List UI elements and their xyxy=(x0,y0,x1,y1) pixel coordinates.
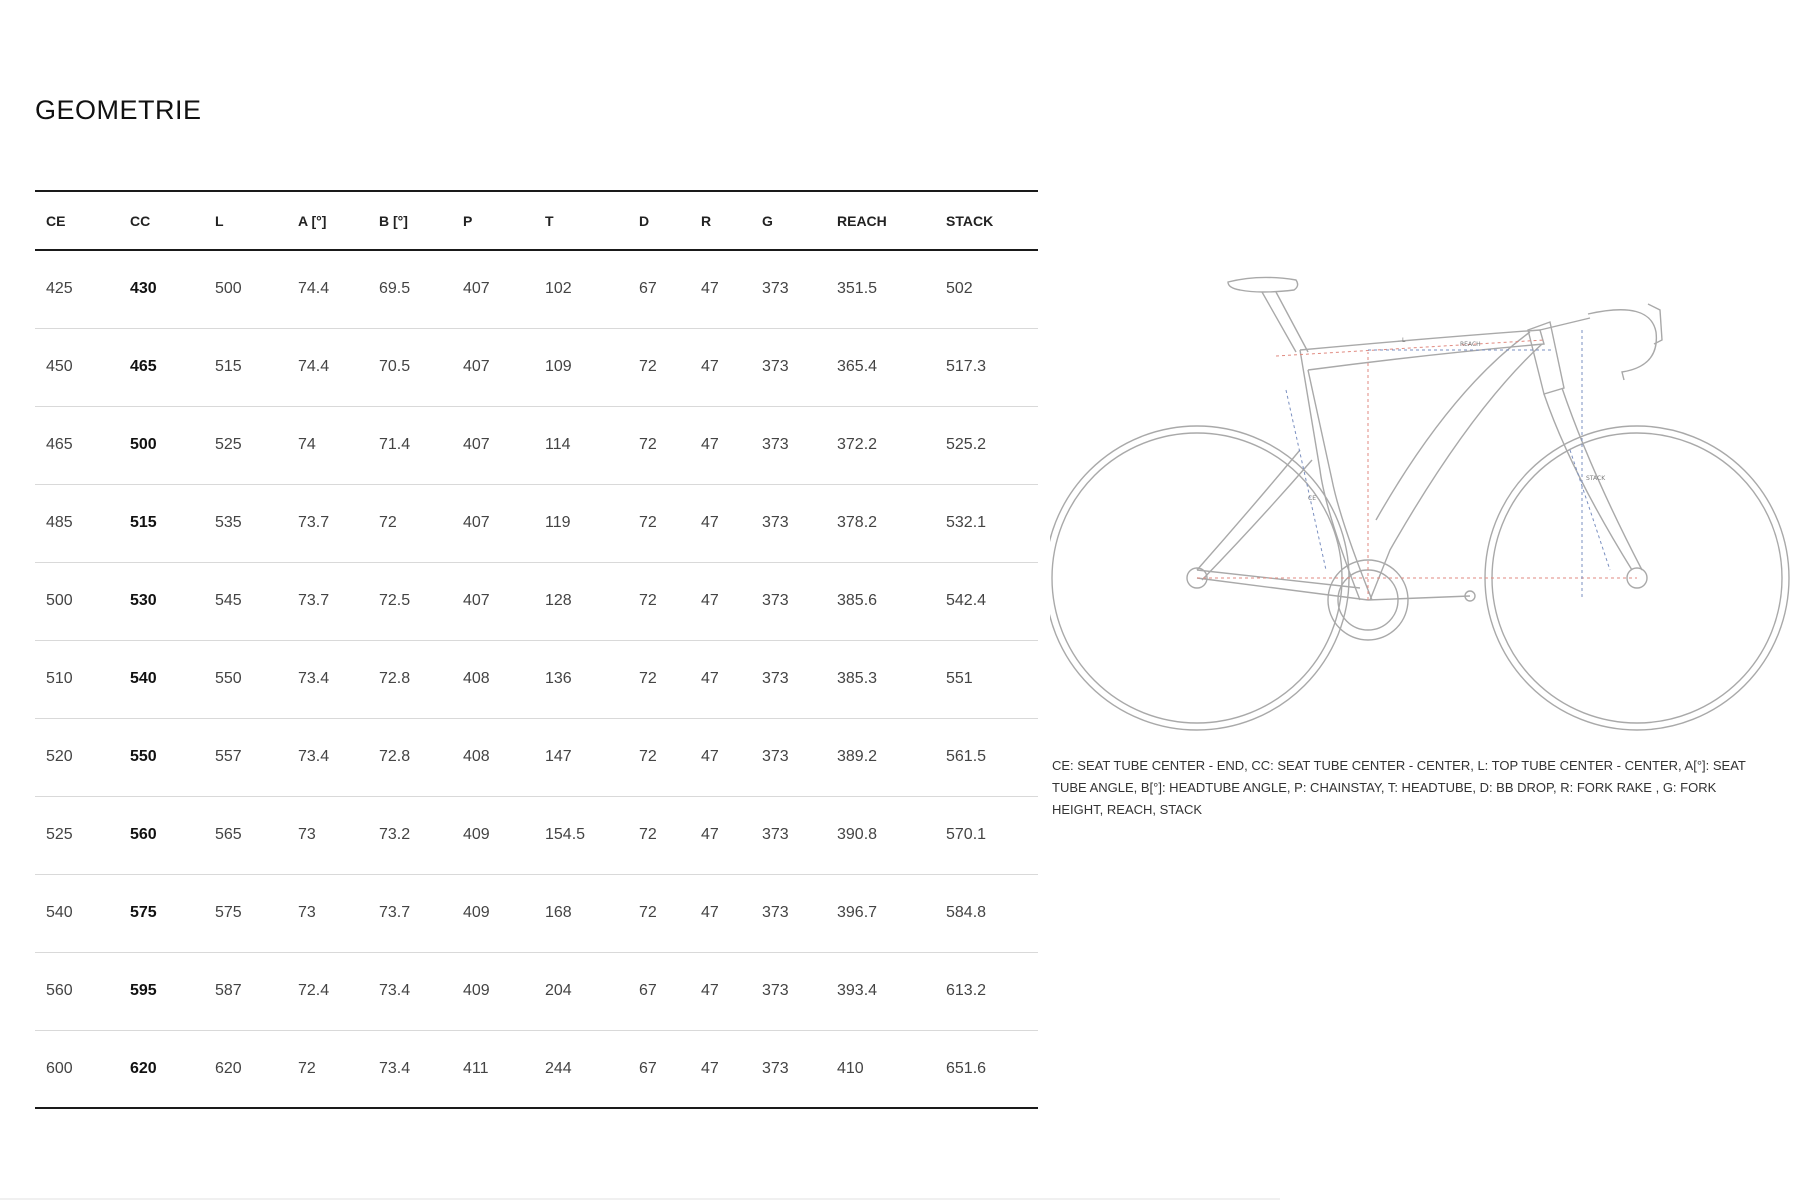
cell-g: 373 xyxy=(762,280,789,298)
cell-r: 47 xyxy=(701,826,719,843)
cell-l: 500 xyxy=(215,280,242,298)
cell-reach: 385.3 xyxy=(837,670,878,687)
cell-l: 557 xyxy=(215,748,242,765)
cell-ce: 450 xyxy=(46,358,73,375)
cell-d: 72 xyxy=(639,670,657,687)
cell-a: 73.7 xyxy=(298,592,330,609)
cell-stack: 542.4 xyxy=(946,592,987,609)
cell-a: 74.4 xyxy=(298,280,330,298)
cell-l: 550 xyxy=(215,670,242,687)
cell-cc: 550 xyxy=(130,748,157,765)
cell-reach: 365.4 xyxy=(837,358,878,375)
header-cc: CC xyxy=(130,212,151,229)
cell-t: 147 xyxy=(545,748,572,765)
cell-ce: 525 xyxy=(46,826,73,843)
header-l: L xyxy=(215,212,224,229)
table-row xyxy=(35,406,1038,484)
header-r: R xyxy=(701,212,712,229)
cell-stack: 532.1 xyxy=(946,514,987,531)
header-stack: STACK xyxy=(946,212,994,229)
table-body xyxy=(35,250,1038,1108)
cell-g: 373 xyxy=(762,436,789,453)
seat-tube xyxy=(1300,350,1372,600)
table-header xyxy=(35,191,1038,250)
cell-g: 373 xyxy=(762,826,789,843)
cell-t: 168 xyxy=(545,904,572,921)
table-row xyxy=(35,562,1038,640)
table-row xyxy=(35,328,1038,406)
cell-d: 67 xyxy=(639,1059,657,1077)
header-t: T xyxy=(545,212,554,229)
cell-stack: 517.3 xyxy=(946,358,987,375)
cell-ce: 510 xyxy=(46,670,73,687)
cell-a: 74.4 xyxy=(298,358,330,375)
cell-reach: 393.4 xyxy=(837,982,878,999)
cell-b: 72.5 xyxy=(379,592,411,609)
cell-reach: 351.5 xyxy=(837,280,878,298)
cell-a: 74 xyxy=(298,436,316,453)
cell-p: 407 xyxy=(463,514,490,531)
header-p: P xyxy=(463,212,473,229)
cell-p: 407 xyxy=(463,280,490,298)
cell-stack: 525.2 xyxy=(946,436,987,453)
cell-p: 407 xyxy=(463,592,490,609)
cell-ce: 560 xyxy=(46,982,73,999)
table-row xyxy=(35,1030,1038,1108)
table-row xyxy=(35,484,1038,562)
cell-reach: 372.2 xyxy=(837,436,878,453)
cell-d: 72 xyxy=(639,826,657,843)
cell-b: 69.5 xyxy=(379,280,411,298)
cell-t: 109 xyxy=(545,358,572,375)
cell-stack: 584.8 xyxy=(946,904,987,921)
table-row xyxy=(35,718,1038,796)
cell-ce: 540 xyxy=(46,904,73,921)
cell-p: 408 xyxy=(463,748,490,765)
cell-b: 72.8 xyxy=(379,748,411,765)
cell-l: 545 xyxy=(215,592,242,609)
cell-b: 73.4 xyxy=(379,982,411,999)
cell-ce: 465 xyxy=(46,436,73,453)
header-row xyxy=(35,191,1038,250)
cell-b: 73.4 xyxy=(379,1059,411,1077)
page-title: GEOMETRIE xyxy=(35,95,202,125)
cell-t: 154.5 xyxy=(545,826,586,843)
cell-stack: 651.6 xyxy=(946,1059,987,1077)
cell-l: 565 xyxy=(215,826,242,843)
cell-r: 47 xyxy=(701,748,719,765)
cell-p: 409 xyxy=(463,982,490,999)
geometry-table xyxy=(35,190,1038,1109)
cell-ce: 425 xyxy=(46,280,73,298)
bike-geometry-diagram xyxy=(1050,270,1800,740)
cell-r: 47 xyxy=(701,280,719,298)
cell-d: 72 xyxy=(639,514,657,531)
cell-g: 373 xyxy=(762,904,789,921)
cell-r: 47 xyxy=(701,436,719,453)
cell-d: 72 xyxy=(639,592,657,609)
cell-g: 373 xyxy=(762,982,789,999)
cell-a: 73 xyxy=(298,904,316,921)
measure-fork xyxy=(1570,450,1610,570)
cell-cc: 430 xyxy=(130,280,157,298)
cell-t: 136 xyxy=(545,670,572,687)
cell-l: 515 xyxy=(215,358,242,375)
cell-g: 373 xyxy=(762,514,789,531)
cell-stack: 570.1 xyxy=(946,826,987,843)
cell-p: 411 xyxy=(463,1059,489,1077)
cell-p: 408 xyxy=(463,670,490,687)
cell-r: 47 xyxy=(701,982,719,999)
cell-reach: 378.2 xyxy=(837,514,878,531)
cell-cc: 465 xyxy=(130,358,157,375)
geometry-legend-caption: CE: SEAT TUBE CENTER - END, CC: SEAT TUBE CENTER - CENTER, L: TOP TUBE CENTER - CENTER, A[°]: SEAT TUBE ANGLE, B[°]: HEADTUBE ANGLE, P: CHAINSTAY, T: HEADTUBE, D: BB DROP, R: FORK RAKE , G: FORK HEIGHT, REACH, STACK xyxy=(1052,758,1746,817)
cell-d: 72 xyxy=(639,436,657,453)
cell-ce: 485 xyxy=(46,514,73,531)
cell-p: 407 xyxy=(463,436,490,453)
cell-r: 47 xyxy=(701,670,719,687)
header-g: G xyxy=(762,212,773,229)
cell-g: 373 xyxy=(762,1059,789,1077)
table-row xyxy=(35,250,1038,328)
cell-b: 73.2 xyxy=(379,826,411,843)
cell-stack: 561.5 xyxy=(946,748,987,765)
cell-reach: 410 xyxy=(837,1059,864,1077)
cell-cc: 560 xyxy=(130,826,157,843)
header-d: D xyxy=(639,212,650,229)
crank-arm xyxy=(1368,596,1470,600)
cell-l: 525 xyxy=(215,436,242,453)
cell-r: 47 xyxy=(701,1059,719,1077)
cell-ce: 520 xyxy=(46,748,73,765)
cell-g: 373 xyxy=(762,358,789,375)
cell-l: 535 xyxy=(215,514,242,531)
header-ce: CE xyxy=(46,212,66,229)
cell-a: 73.7 xyxy=(298,514,330,531)
diagram-label-stack: STACK xyxy=(1586,475,1606,482)
cell-p: 407 xyxy=(463,358,490,375)
cell-g: 373 xyxy=(762,748,789,765)
cell-b: 72 xyxy=(379,514,397,531)
cell-r: 47 xyxy=(701,904,719,921)
cell-r: 47 xyxy=(701,514,719,531)
header-b: B [°] xyxy=(379,212,408,229)
cell-t: 119 xyxy=(545,514,571,531)
cell-b: 73.7 xyxy=(379,904,411,921)
stem xyxy=(1540,318,1590,330)
cell-cc: 595 xyxy=(130,982,157,999)
cell-a: 72.4 xyxy=(298,982,330,999)
cell-a: 73.4 xyxy=(298,748,330,765)
cell-l: 587 xyxy=(215,982,242,999)
header-a: A [°] xyxy=(298,212,327,229)
cell-a: 73.4 xyxy=(298,670,330,687)
cell-g: 373 xyxy=(762,592,789,609)
cell-cc: 515 xyxy=(130,514,157,531)
saddle xyxy=(1228,277,1298,292)
cell-cc: 575 xyxy=(130,904,157,921)
cell-ce: 500 xyxy=(46,592,73,609)
cell-d: 72 xyxy=(639,748,657,765)
cell-a: 73 xyxy=(298,826,316,843)
cell-p: 409 xyxy=(463,904,490,921)
cell-d: 67 xyxy=(639,982,657,999)
cell-reach: 385.6 xyxy=(837,592,878,609)
measure-seat-angle xyxy=(1286,390,1326,570)
cell-cc: 500 xyxy=(130,436,157,453)
table-row xyxy=(35,796,1038,874)
cell-stack: 551 xyxy=(946,670,973,687)
cell-cc: 540 xyxy=(130,670,157,687)
cell-b: 71.4 xyxy=(379,436,411,453)
cell-l: 575 xyxy=(215,904,242,921)
diagram-label-reach: REACH xyxy=(1460,341,1481,348)
table-row xyxy=(35,952,1038,1030)
table-row xyxy=(35,874,1038,952)
cell-cc: 620 xyxy=(130,1059,157,1077)
cell-reach: 390.8 xyxy=(837,826,878,843)
cell-t: 244 xyxy=(545,1059,572,1077)
cell-ce: 600 xyxy=(46,1059,73,1077)
diagram-label-ce: CE xyxy=(1308,495,1316,502)
cell-t: 102 xyxy=(545,280,572,298)
cell-reach: 389.2 xyxy=(837,748,878,765)
cell-t: 128 xyxy=(545,592,572,609)
cell-cc: 530 xyxy=(130,592,157,609)
diagram-label-l: L xyxy=(1402,337,1406,344)
cell-d: 72 xyxy=(639,904,657,921)
cell-l: 620 xyxy=(215,1059,242,1077)
cell-t: 204 xyxy=(545,982,572,999)
cell-t: 114 xyxy=(545,436,571,453)
cell-d: 67 xyxy=(639,280,657,298)
cell-b: 70.5 xyxy=(379,358,411,375)
cell-reach: 396.7 xyxy=(837,904,878,921)
cell-b: 72.8 xyxy=(379,670,411,687)
cell-stack: 502 xyxy=(946,280,973,298)
brake-lever xyxy=(1648,304,1662,344)
seatstay xyxy=(1197,450,1312,580)
table-row xyxy=(35,640,1038,718)
cell-p: 409 xyxy=(463,826,490,843)
cell-r: 47 xyxy=(701,358,719,375)
cell-g: 373 xyxy=(762,670,789,687)
handlebar xyxy=(1588,310,1656,380)
cell-d: 72 xyxy=(639,358,657,375)
cell-stack: 613.2 xyxy=(946,982,987,999)
down-tube xyxy=(1370,332,1542,600)
cell-a: 72 xyxy=(298,1059,316,1077)
head-tube xyxy=(1528,322,1564,394)
header-reach: REACH xyxy=(837,212,887,229)
seatpost xyxy=(1262,292,1308,352)
cell-r: 47 xyxy=(701,592,719,609)
